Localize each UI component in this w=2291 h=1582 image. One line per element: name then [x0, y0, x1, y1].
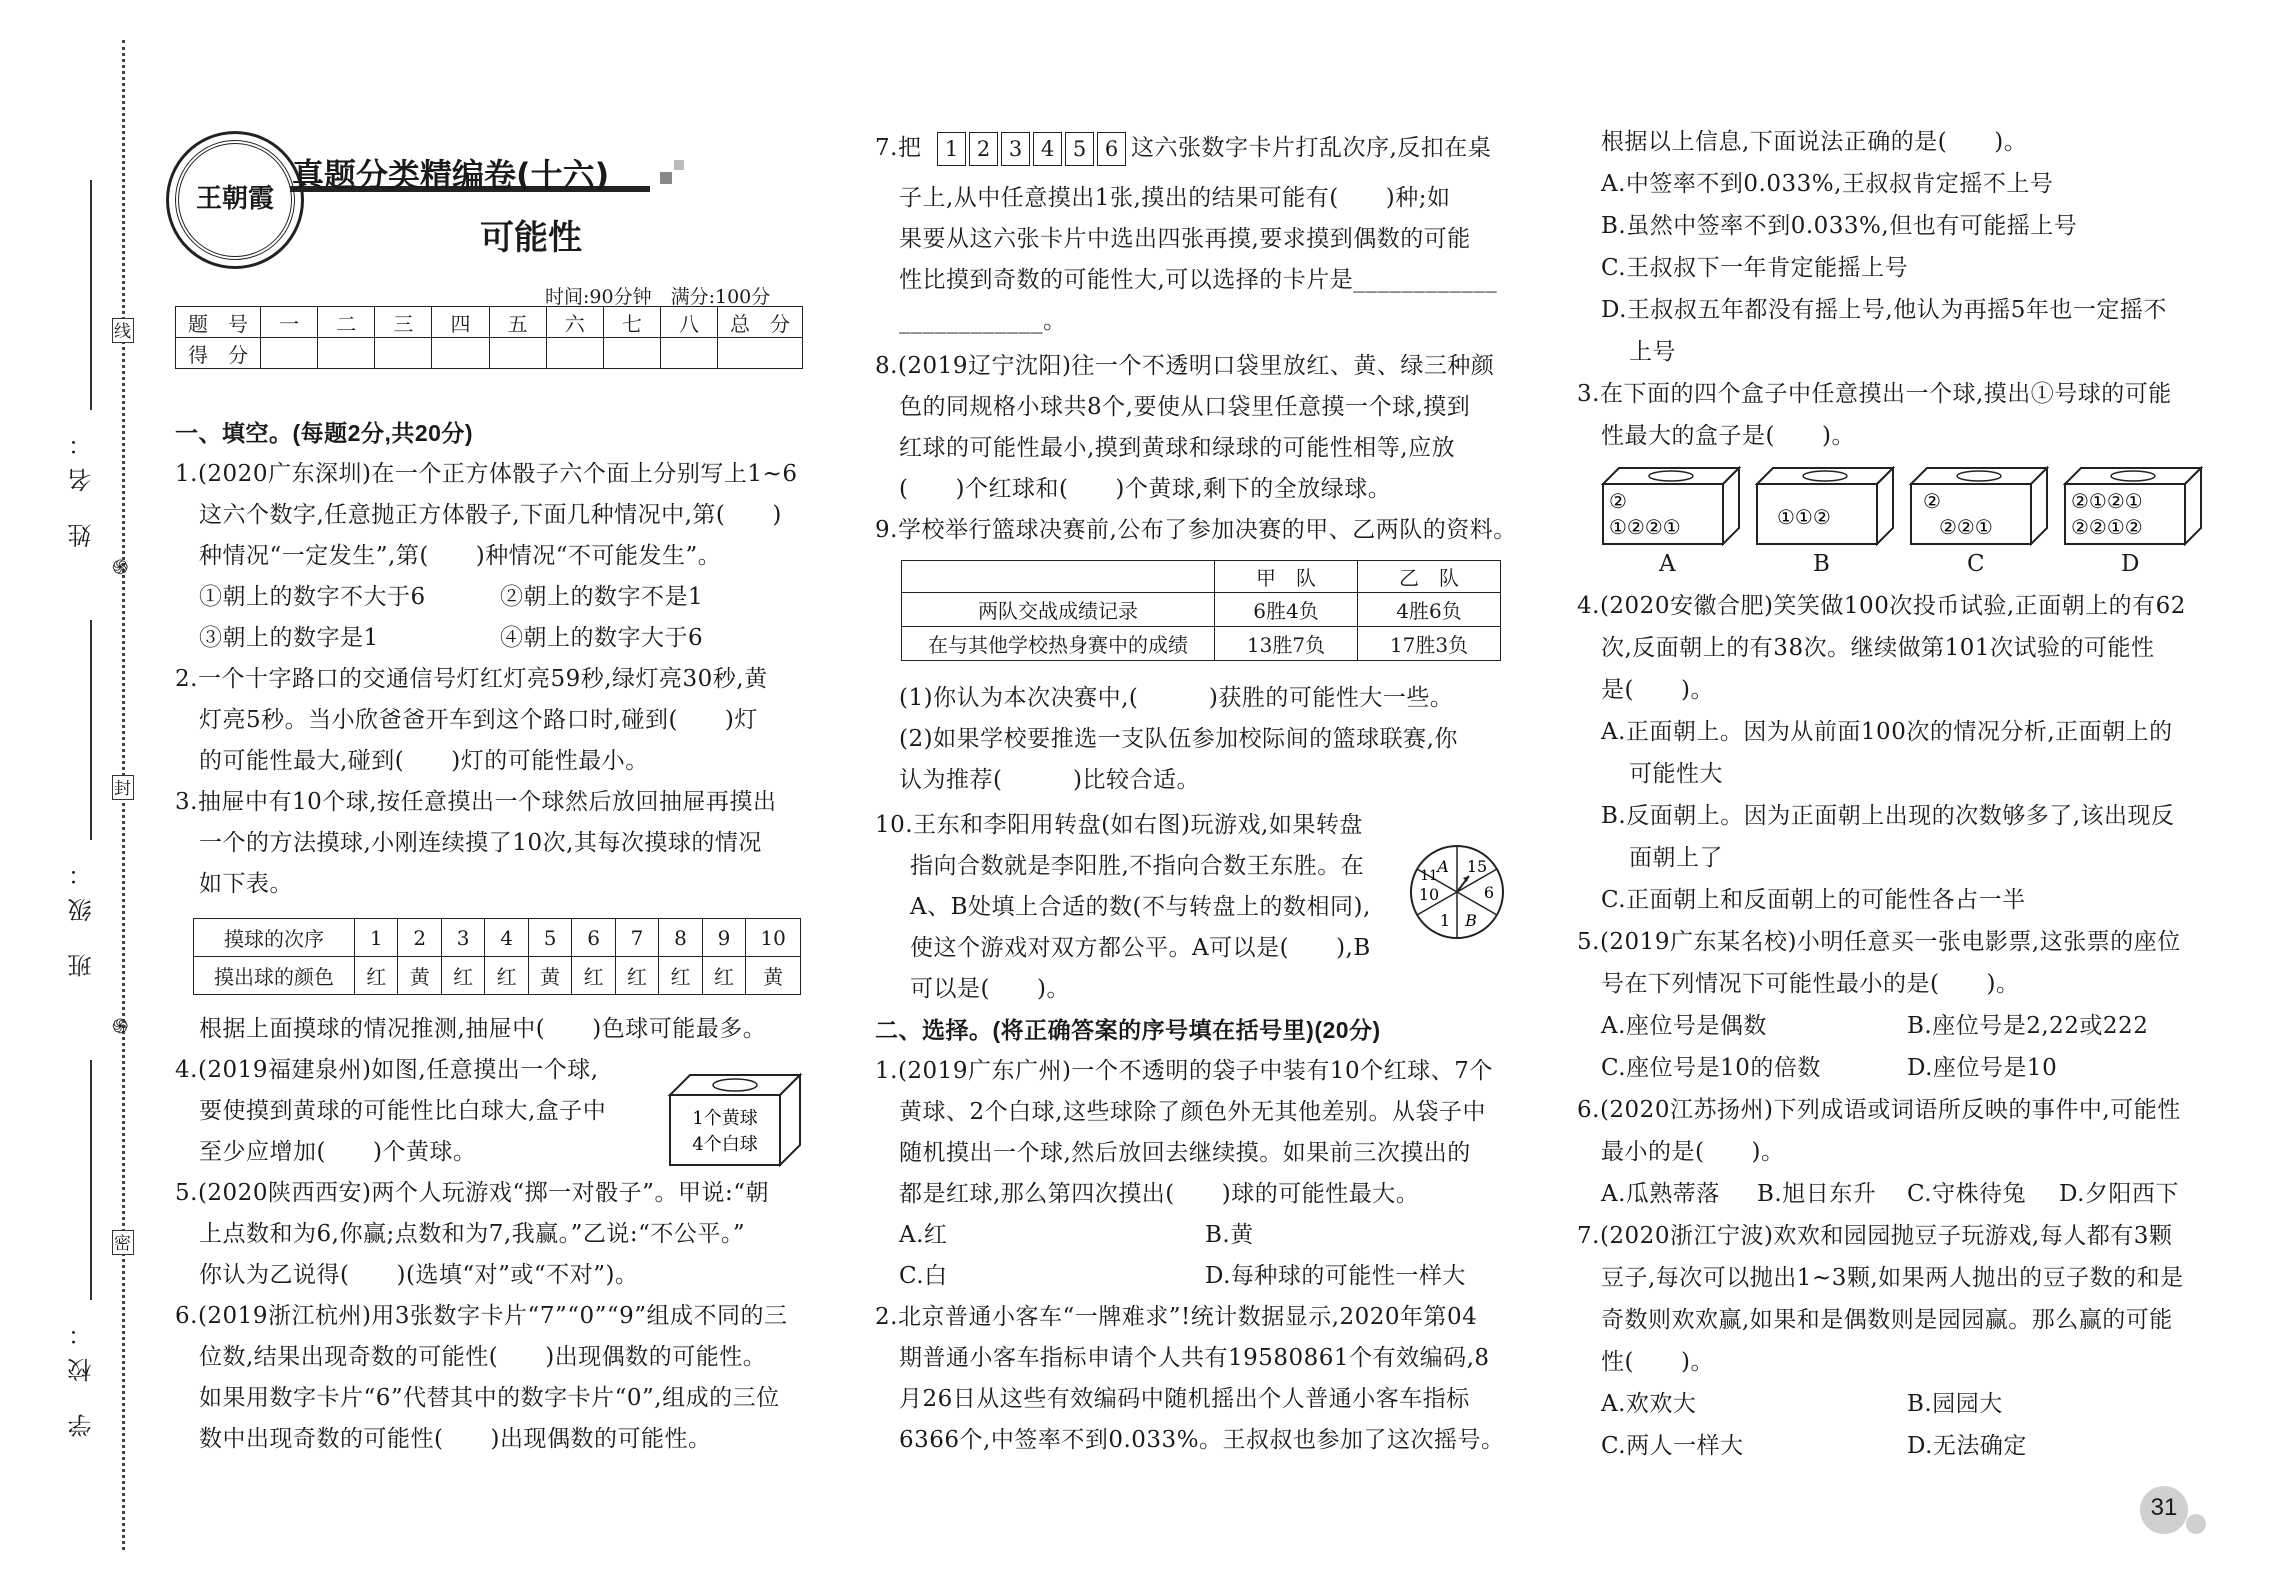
q10-line: A、B处填上合适的数(不与转盘上的数相同), [910, 894, 1371, 920]
score-input-cell[interactable] [375, 338, 432, 369]
q9-sub: (2)如果学校要推选一支队伍参加校际间的篮球联赛,你 [899, 726, 1458, 752]
q4-line: 要使摸到黄球的可能性比白球大,盒子中 [199, 1098, 607, 1124]
q3-table-head-row [194, 919, 801, 957]
s2-option[interactable]: D.王叔叔五年都没有摇上号,他认为再摇5年也一定摇不 [1601, 297, 2167, 323]
q9-sub: (1)你认为本次决赛中,( )获胜的可能性大一些。 [899, 685, 1454, 711]
spinner-label: 11 [1420, 868, 1438, 884]
logo-text: 王朝霞 [195, 184, 274, 214]
binding-mark-feng: 封 [112, 775, 134, 800]
q9-table-cell: 两队交战成绩记录 [902, 593, 1215, 627]
score-table-cell: 总 分 [718, 307, 803, 338]
q1-option: ④朝上的数字大于6 [500, 625, 704, 651]
s3-line: 3.在下面的四个盒子中任意摸出一个球,摸出①号球的可能 [1577, 381, 2172, 407]
score-table-header-row [176, 307, 803, 338]
school-label: 学 校： [68, 1310, 96, 1438]
s7-option[interactable]: B.园园大 [1907, 1391, 2003, 1417]
score-table-cell: 三 [375, 307, 432, 338]
s5-option[interactable]: B.座位号是2,22或222 [1907, 1013, 2149, 1039]
q2-line: 的可能性最大,碰到( )灯的可能性最小。 [199, 748, 649, 774]
ball-label: ①②②① [1609, 515, 1681, 539]
number-card: 4 [1033, 132, 1062, 166]
q9-table-cell: 在与其他学校热身赛中的成绩 [902, 627, 1215, 661]
q1-option: ①朝上的数字不大于6 [199, 584, 426, 610]
score-table-cell: 六 [546, 307, 603, 338]
q1-line: 1.(2020广东深圳)在一个正方体骰子六个面上分别写上1~6 [175, 461, 798, 487]
time-info: 时间:90分钟 满分:100分 [545, 286, 771, 308]
score-input-cell[interactable] [318, 338, 375, 369]
score-input-cell[interactable] [660, 338, 717, 369]
q2-line: 灯亮5秒。当小欣爸爸开车到这个路口时,碰到( )灯 [199, 707, 758, 733]
s6-option[interactable]: A.瓜熟蒂落 [1601, 1181, 1720, 1207]
s6-option[interactable]: D.夕阳西下 [2059, 1181, 2179, 1207]
q3-table-cell: 红 [355, 957, 398, 995]
s2-continued: 根据以上信息,下面说法正确的是( )。 [1601, 129, 2028, 155]
number-card: 5 [1065, 132, 1094, 166]
s7-line: 7.(2020浙江宁波)欢欢和园园抛豆子玩游戏,每人都有3颗 [1577, 1223, 2173, 1249]
s4-option[interactable]: A.正面朝上。因为从前面100次的情况分析,正面朝上的 [1601, 719, 2173, 745]
score-input-cell[interactable] [718, 338, 803, 369]
q9-table-row [902, 627, 1501, 661]
q9-table-cell: 4胜6负 [1358, 593, 1501, 627]
q3-line: 如下表。 [199, 871, 293, 897]
s1-option[interactable]: C.白 [899, 1263, 948, 1289]
q3-table-cell: 红 [441, 957, 484, 995]
q7-prefix: 7.把 [875, 135, 922, 161]
s5-line: 5.(2019广东某名校)小明任意买一张电影票,这张票的座位 [1577, 929, 2181, 955]
binding-mark-xian: 线 [112, 318, 134, 343]
score-table-score-row [176, 338, 803, 369]
q9-table-cell: 17胜3负 [1358, 627, 1501, 661]
swirl-icon: ֍ [112, 1014, 129, 1038]
s2-line: 期普通小客车指标申请个人共有19580861个有效编码,8 [899, 1345, 1490, 1371]
score-table [175, 306, 803, 369]
q3-table-cell: 3 [441, 919, 484, 957]
s1-line: 黄球、2个白球,这些球除了颜色外无其他差别。从袋子中 [899, 1099, 1486, 1125]
q7-line: 性比摸到奇数的可能性大,可以选择的卡片是____________ [899, 267, 1498, 293]
score-table-cell: 五 [489, 307, 546, 338]
s1-option[interactable]: A.红 [899, 1222, 948, 1248]
q6-line: 如果用数字卡片“6”代替其中的数字卡片“0”,组成的三位 [199, 1385, 780, 1411]
q3-table [193, 918, 801, 995]
q3-table-cell: 6 [572, 919, 615, 957]
s2-option[interactable]: B.虽然中签率不到0.033%,但也有可能摇上号 [1601, 213, 2078, 239]
binding-mark-mi: 密 [112, 1230, 134, 1255]
s4-line: 4.(2020安徽合肥)笑笑做100次投币试验,正面朝上的有62 [1577, 593, 2186, 619]
spinner-label: 10 [1418, 885, 1440, 904]
q8-line: 红球的可能性最小,摸到黄球和绿球的可能性相等,应放 [899, 435, 1456, 461]
q3-table-cell: 红 [659, 957, 702, 995]
q3-table-cell: 8 [659, 919, 702, 957]
q6-line: 数中出现奇数的可能性( )出现偶数的可能性。 [199, 1426, 712, 1452]
number-card: 1 [937, 132, 966, 166]
score-table-cell: 得 分 [176, 338, 261, 369]
score-table-cell: 四 [432, 307, 489, 338]
q3-table-cell: 5 [528, 919, 571, 957]
q8-line: 8.(2019辽宁沈阳)往一个不透明口袋里放红、黄、绿三种颜 [875, 353, 1495, 379]
s1-option[interactable]: D.每种球的可能性一样大 [1205, 1263, 1466, 1289]
score-table-cell: 题 号 [176, 307, 261, 338]
s3-box-B [1755, 466, 1895, 546]
q9-table-head-row [902, 561, 1501, 593]
s3-box-label[interactable]: C [1967, 551, 1986, 577]
s6-option[interactable]: B.旭日东升 [1757, 1181, 1877, 1207]
logo [175, 140, 295, 260]
score-table-cell: 二 [318, 307, 375, 338]
q9-table [901, 560, 1501, 661]
s2-line: 6366个,中签率不到0.033%。王叔叔也参加了这次摇号。 [899, 1427, 1505, 1453]
school-line [90, 1060, 92, 1300]
score-input-cell[interactable] [261, 338, 318, 369]
s5-option[interactable]: D.座位号是10 [1907, 1055, 2058, 1081]
q9-table-cell: 6胜4负 [1215, 593, 1358, 627]
q9-table-cell: 13胜7负 [1215, 627, 1358, 661]
q8-line: 色的同规格小球共8个,要使从口袋里任意摸一个球,摸到 [899, 394, 1471, 420]
q7-suffix: 这六张数字卡片打乱次序,反扣在桌 [1131, 135, 1492, 161]
q10-line: 使这个游戏对双方都公平。A可以是( ),B [910, 935, 1371, 961]
q3-line: 3.抽屉中有10个球,按任意摸出一个球然后放回抽屉再摸出 [175, 789, 777, 815]
s6-line: 最小的是( )。 [1601, 1139, 1785, 1165]
score-table-cell: 八 [660, 307, 717, 338]
q3-table-cell: 红 [485, 957, 528, 995]
name-line [90, 180, 92, 410]
q3-table-cell: 黄 [528, 957, 571, 995]
s6-line: 6.(2020江苏扬州)下列成语或词语所反映的事件中,可能性 [1577, 1097, 2181, 1123]
s7-line: 性( )。 [1601, 1349, 1714, 1375]
q9-line: 9.学校举行篮球决赛前,公布了参加决赛的甲、乙两队的资料。 [875, 517, 1517, 543]
decorative-squares [660, 172, 672, 184]
score-input-cell[interactable] [546, 338, 603, 369]
q7-line: 子上,从中任意摸出1张,摸出的结果可能有( )种;如 [899, 185, 1451, 211]
spinner-figure [1407, 842, 1507, 942]
s2-option[interactable]: A.中签率不到0.033%,王叔叔肯定摇不上号 [1601, 171, 2054, 197]
s2-option[interactable]: C.王叔叔下一年肯定能摇上号 [1601, 255, 1909, 281]
class-line [90, 620, 92, 840]
q3-table-cell: 9 [702, 919, 745, 957]
s3-line: 性最大的盒子是( )。 [1601, 423, 1855, 449]
s5-option[interactable]: C.座位号是10的倍数 [1601, 1055, 1821, 1081]
page-number: 31 [2150, 1494, 2178, 1521]
s7-option[interactable]: D.无法确定 [1907, 1433, 2027, 1459]
s5-option[interactable]: A.座位号是偶数 [1601, 1013, 1767, 1039]
q7-cards [937, 132, 1126, 166]
spinner-label: 6 [1483, 883, 1495, 902]
s2-line: 月26日从这些有效编码中随机摇出个人普通小客车指标 [899, 1386, 1470, 1412]
q9-table-cell: 甲 队 [1215, 561, 1358, 593]
q1-option: ②朝上的数字不是1 [500, 584, 704, 610]
q10-line: 10.王东和李阳用转盘(如右图)玩游戏,如果转盘 [875, 812, 1363, 838]
s4-line: 是( )。 [1601, 677, 1714, 703]
q3-table-cell: 红 [572, 957, 615, 995]
q10-line: 指向合数就是李阳胜,不指向合数王东胜。在 [910, 853, 1365, 879]
q3-table-cell: 摸球的次序 [194, 919, 355, 957]
name-label: 姓 名： [68, 420, 96, 548]
page-subtitle: 可能性 [480, 218, 582, 258]
s4-option[interactable]: C.正面朝上和反面朝上的可能性各占一半 [1601, 887, 2026, 913]
swirl-icon: ֍ [112, 555, 129, 579]
q4-line: 至少应增加( )个黄球。 [199, 1139, 477, 1165]
q4-box-figure [665, 1070, 805, 1170]
q4-box-label: 4个白球 [692, 1134, 758, 1155]
q4-line: 4.(2019福建泉州)如图,任意摸出一个球, [175, 1057, 599, 1083]
number-card: 3 [1001, 132, 1030, 166]
section-2-heading: 二、选择。(将正确答案的序号填在括号里)(20分) [875, 1017, 1381, 1043]
q5-line: 5.(2020陕西西安)两个人玩游戏“掷一对骰子”。甲说:“朝 [175, 1180, 769, 1206]
number-card: 2 [969, 132, 998, 166]
ball-label: ②①②① [2071, 489, 2143, 513]
q1-option: ③朝上的数字是1 [199, 625, 379, 651]
class-label: 班 级： [68, 850, 96, 978]
section-1-heading: 一、填空。(每题2分,共20分) [175, 420, 474, 446]
s1-option[interactable]: B.黄 [1205, 1222, 1254, 1248]
q3-table-cell: 1 [355, 919, 398, 957]
spinner-label: 1 [1439, 911, 1451, 930]
s3-box-label[interactable]: D [2121, 551, 2140, 577]
q9-sub: 认为推荐( )比较合适。 [899, 767, 1200, 793]
ball-label: ② [1609, 489, 1627, 513]
q3-table-cell: 红 [702, 957, 745, 995]
s5-line: 号在下列情况下可能性最小的是( )。 [1601, 971, 2020, 997]
s2-line: 2.北京普通小客车“一牌难求”!统计数据显示,2020年第04 [875, 1304, 1478, 1330]
ball-label: ②②①② [2071, 515, 2143, 539]
s7-option[interactable]: C.两人一样大 [1601, 1433, 1744, 1459]
q9-table-row [902, 593, 1501, 627]
spinner-label: A [1437, 857, 1449, 876]
s4-option-cont: 面朝上了 [1629, 845, 1723, 871]
q6-line: 6.(2019浙江杭州)用3张数字卡片“7”“0”“9”组成不同的三 [175, 1303, 788, 1329]
q3-line: 一个的方法摸球,小刚连续摸了10次,其每次摸球的情况 [199, 830, 762, 856]
spinner-label: 15 [1466, 857, 1488, 876]
page-title: 真题分类精编卷(十六) [292, 156, 610, 194]
s7-line: 豆子,每次可以抛出1~3颗,如果两人抛出的豆子数的和是 [1601, 1265, 2184, 1291]
q3-table-cell: 红 [615, 957, 658, 995]
s4-line: 次,反面朝上的有38次。继续做第101次试验的可能性 [1601, 635, 2155, 661]
q10-line: 可以是( )。 [910, 976, 1070, 1002]
ball-label: ②②① [1939, 515, 1993, 539]
score-input-cell[interactable] [603, 338, 660, 369]
q5-line: 你认为乙说得( )(选填“对”或“不对”)。 [199, 1262, 639, 1288]
score-table-cell: 一 [261, 307, 318, 338]
q3-table-cell: 黄 [746, 957, 801, 995]
page-number-dot [2186, 1514, 2206, 1534]
q3-table-cell: 10 [746, 919, 801, 957]
q8-line: ( )个红球和( )个黄球,剩下的全放绿球。 [899, 476, 1392, 502]
s7-line: 奇数则欢欢赢,如果和是偶数则是园园赢。那么赢的可能 [1601, 1307, 2173, 1333]
ball-label: ①①② [1777, 505, 1831, 529]
s3-box-D [2063, 466, 2203, 546]
q2-line: 2.一个十字路口的交通信号灯红灯亮59秒,绿灯亮30秒,黄 [175, 666, 768, 692]
s3-box-label[interactable]: A [1659, 551, 1677, 577]
decorative-squares [674, 160, 684, 170]
q3-table-cell: 摸出球的颜色 [194, 957, 355, 995]
score-input-cell[interactable] [489, 338, 546, 369]
q3-table-color-row [194, 957, 801, 995]
s7-option[interactable]: A.欢欢大 [1601, 1391, 1697, 1417]
q3-table-cell: 7 [615, 919, 658, 957]
q6-line: 位数,结果出现奇数的可能性( )出现偶数的可能性。 [199, 1344, 767, 1370]
q3-table-cell: 4 [485, 919, 528, 957]
s1-line: 都是红球,那么第四次摸出( )球的可能性最大。 [899, 1181, 1420, 1207]
q4-box-label: 1个黄球 [692, 1108, 758, 1129]
s1-line: 1.(2019广东广州)一个不透明的袋子中装有10个红球、7个 [875, 1058, 1493, 1084]
s2-option-cont: 上号 [1629, 339, 1676, 365]
ball-label: ② [1923, 489, 1941, 513]
q7-line: ____________。 [899, 308, 1067, 334]
s4-option[interactable]: B.反面朝上。因为正面朝上出现的次数够多了,该出现反 [1601, 803, 2175, 829]
s6-option[interactable]: C.守株待兔 [1907, 1181, 2027, 1207]
q5-line: 上点数和为6,你赢;点数和为7,我赢。”乙说:“不公平。” [199, 1221, 746, 1247]
s1-line: 随机摸出一个球,然后放回去继续摸。如果前三次摸出的 [899, 1140, 1471, 1166]
s3-box-label[interactable]: B [1813, 551, 1831, 577]
q9-table-cell [902, 561, 1215, 593]
s4-option-cont: 可能性大 [1629, 761, 1723, 787]
q1-line: 种情况“一定发生”,第( )种情况“不可能发生”。 [199, 543, 722, 569]
score-input-cell[interactable] [432, 338, 489, 369]
q9-table-cell: 乙 队 [1358, 561, 1501, 593]
s3-box-C [1909, 466, 2049, 546]
q3-table-cell: 2 [398, 919, 441, 957]
spinner-label: B [1465, 911, 1477, 930]
s3-box-A [1601, 466, 1741, 546]
q7-line: 果要从这六张卡片中选出四张再摸,要求摸到偶数的可能 [899, 226, 1471, 252]
q3-table-cell: 黄 [398, 957, 441, 995]
q3-tail: 根据上面摸球的情况推测,抽屉中( )色球可能最多。 [199, 1016, 767, 1042]
score-table-cell: 七 [603, 307, 660, 338]
number-card: 6 [1097, 132, 1126, 166]
q1-line: 这六个数字,任意抛正方体骰子,下面几种情况中,第( ) [199, 502, 782, 528]
